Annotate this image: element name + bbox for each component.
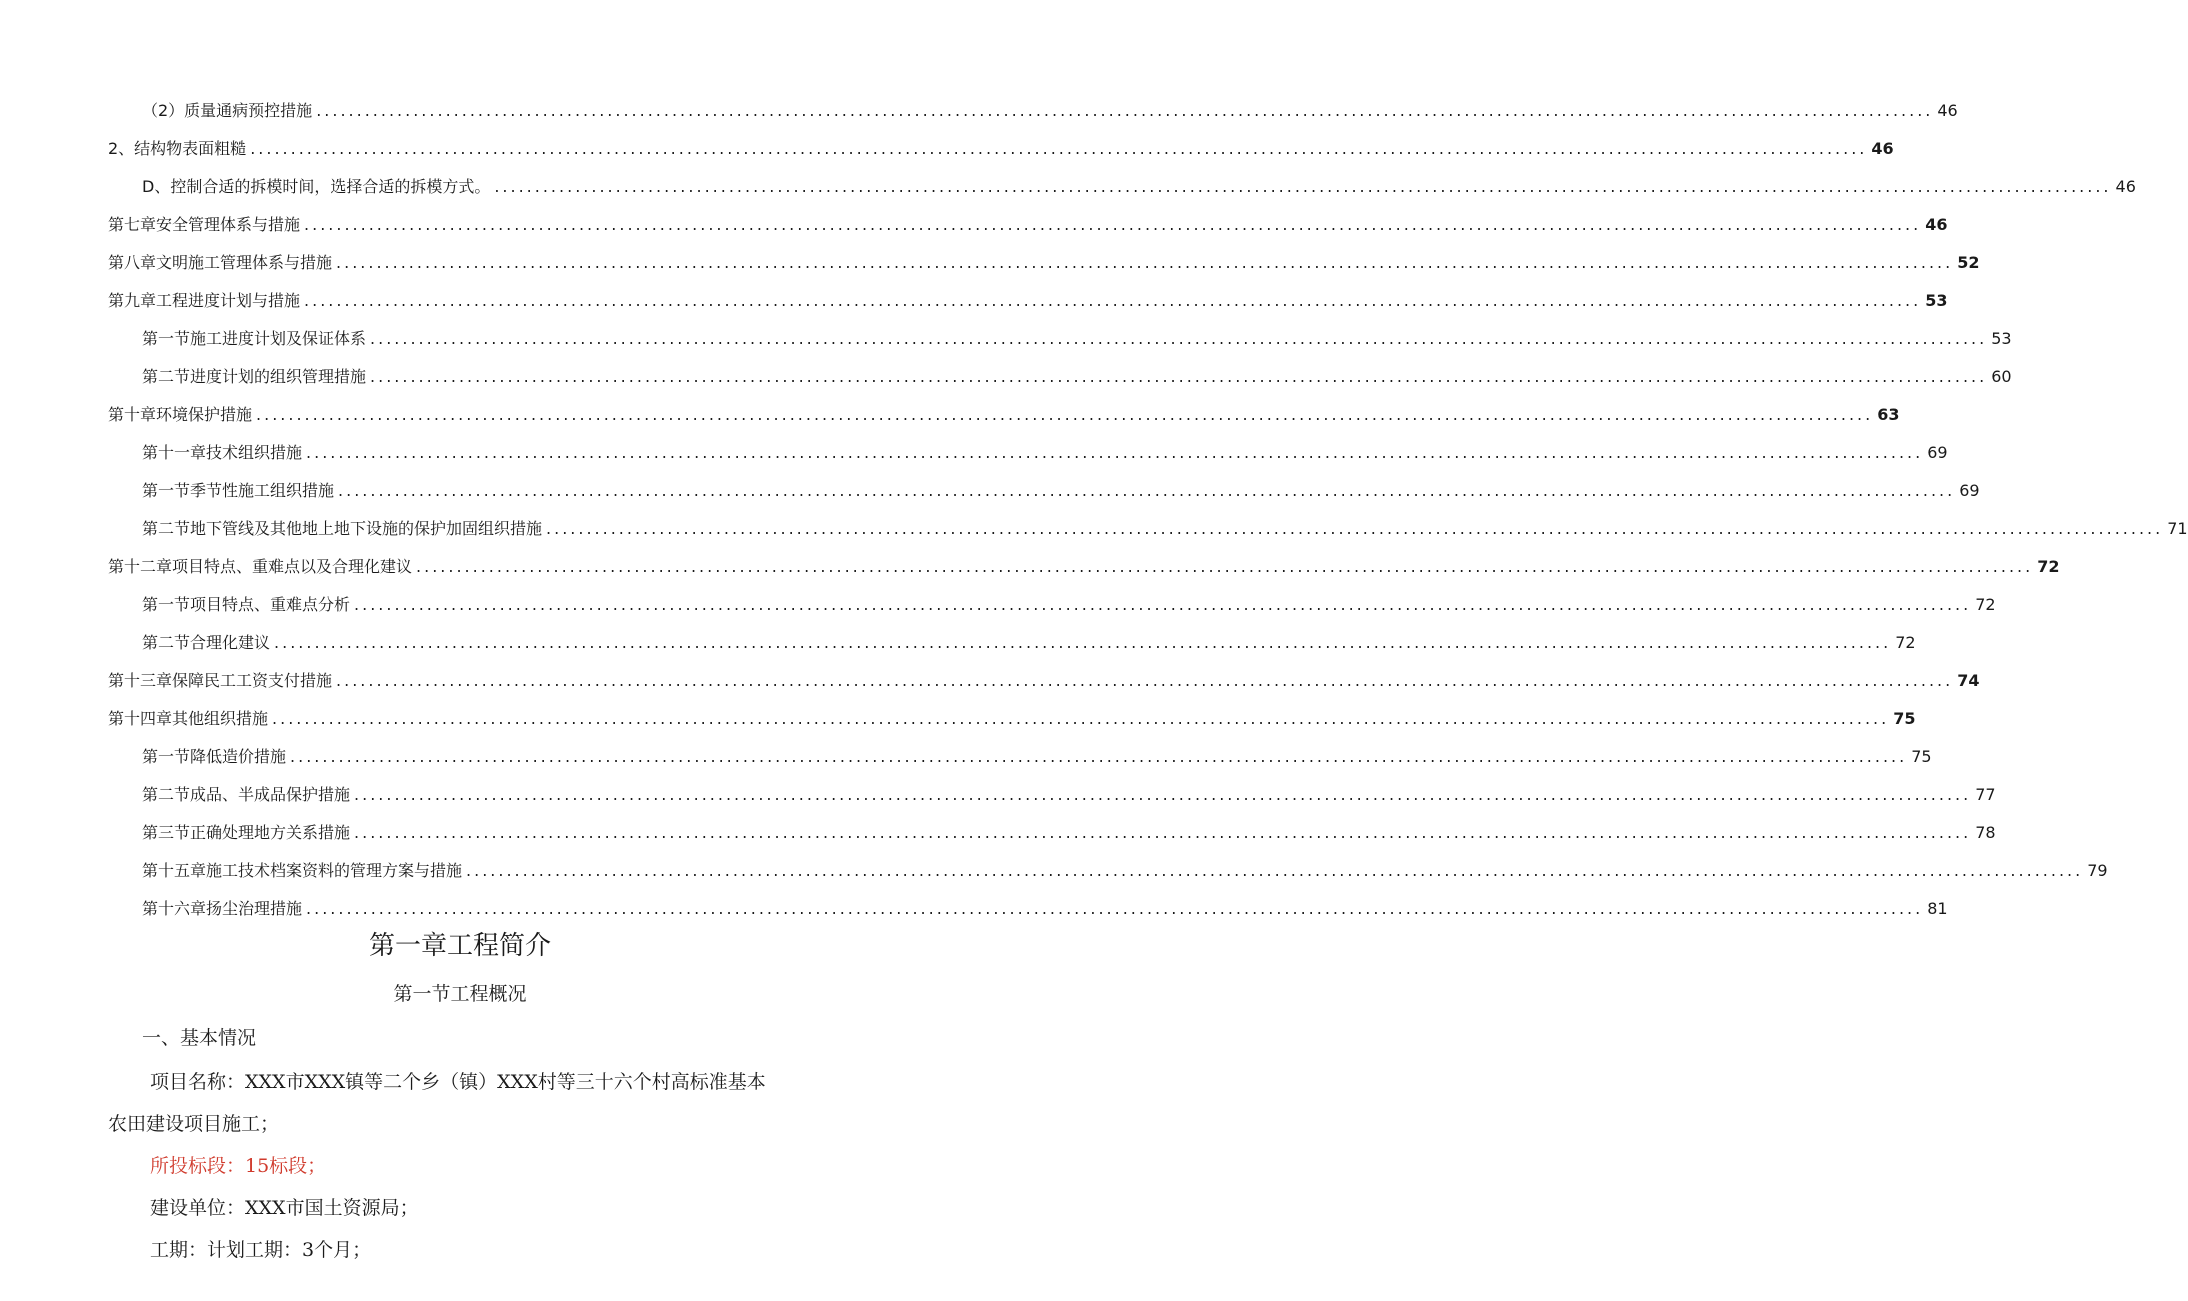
toc-entry[interactable] bbox=[0, 776, 1996, 806]
toc-entry-line bbox=[142, 852, 2108, 882]
toc-dot-leader: ........................................................................................................................................................................................................ bbox=[416, 557, 2034, 576]
toc-entry-title: 第十四章其他组织措施 bbox=[108, 709, 269, 728]
toc-entry-line bbox=[108, 206, 1948, 236]
toc-entry-title: 第九章工程进度计划与措施 bbox=[108, 291, 301, 310]
toc-entry-title: （2）质量通病预控措施 bbox=[142, 101, 313, 120]
toc-entry-title: D、控制合适的拆模时间，选择合适的拆模方式。 bbox=[142, 177, 491, 196]
toc-entry[interactable] bbox=[0, 814, 1996, 844]
toc-entry-title: 第一节施工进度计划及保证体系 bbox=[142, 329, 367, 348]
toc-entry[interactable] bbox=[0, 890, 1948, 920]
toc-entry-title: 第七章安全管理体系与措施 bbox=[108, 215, 301, 234]
toc-entry-line bbox=[108, 548, 2060, 578]
toc-entry[interactable] bbox=[0, 244, 1980, 274]
toc-entry[interactable] bbox=[0, 586, 1996, 616]
toc-entry-page-number: 72 bbox=[1895, 633, 1916, 652]
construction-unit: 建设单位：XXX市国土资源局； bbox=[150, 1197, 419, 1219]
toc-entry-title: 第二节成品、半成品保护措施 bbox=[142, 785, 351, 804]
toc-entry-title: 第二节地下管线及其他地上地下设施的保护加固组织措施 bbox=[142, 519, 543, 538]
toc-entry-title: 第一节季节性施工组织措施 bbox=[142, 481, 335, 500]
toc-entry-line bbox=[108, 130, 1894, 160]
toc-entry-line bbox=[142, 510, 2188, 540]
toc-entry-line bbox=[108, 244, 1980, 274]
toc-entry-page-number: 46 bbox=[1925, 215, 1948, 234]
toc-entry-line bbox=[142, 738, 1932, 768]
toc-dot-leader: ........................................................................................................................................................................................................ bbox=[370, 329, 1988, 348]
toc-entry[interactable] bbox=[0, 510, 2188, 540]
toc-entry-page-number: 52 bbox=[1957, 253, 1980, 272]
toc-dot-leader: ........................................................................................................................................................................................................ bbox=[306, 443, 1924, 462]
toc-entry-title: 2、结构物表面粗糙 bbox=[108, 139, 247, 158]
toc-dot-leader: ........................................................................................................................................................................................................ bbox=[304, 215, 1922, 234]
toc-entry[interactable] bbox=[0, 662, 1980, 692]
toc-entry[interactable] bbox=[0, 92, 1958, 122]
toc-entry-title: 第一节降低造价措施 bbox=[142, 747, 287, 766]
toc-entry-title: 第一节项目特点、重难点分析 bbox=[142, 595, 351, 614]
toc-entry-page-number: 75 bbox=[1893, 709, 1916, 728]
basic-info-heading: 一、基本情况 bbox=[142, 1027, 257, 1049]
toc-entry[interactable] bbox=[0, 282, 1948, 312]
section-title: 第一节工程概况 bbox=[393, 983, 527, 1005]
toc-entry-page-number: 77 bbox=[1975, 785, 1996, 804]
toc-dot-leader: ........................................................................................................................................................................................................ bbox=[304, 291, 1922, 310]
toc-entry-line bbox=[108, 700, 1916, 730]
toc-dot-leader: ........................................................................................................................................................................................................ bbox=[354, 785, 1972, 804]
toc-entry[interactable] bbox=[0, 738, 1932, 768]
toc-dot-leader: ........................................................................................................................................................................................................ bbox=[354, 595, 1972, 614]
toc-dot-leader: ........................................................................................................................................................................................................ bbox=[272, 709, 1890, 728]
toc-entry[interactable] bbox=[0, 130, 1894, 160]
bid-section: 所投标段：15标段； bbox=[150, 1155, 327, 1177]
project-name-line-2: 农田建设项目施工； bbox=[108, 1113, 280, 1135]
toc-entry[interactable] bbox=[0, 852, 2108, 882]
chapter-title: 第一章工程简介 bbox=[368, 931, 551, 961]
toc-entry-title: 第二节合理化建议 bbox=[142, 633, 271, 652]
toc-dot-leader: ........................................................................................................................................................................................................ bbox=[274, 633, 1892, 652]
toc-entry[interactable] bbox=[0, 206, 1948, 236]
toc-entry-line bbox=[108, 662, 1980, 692]
toc-dot-leader: ........................................................................................................................................................................................................ bbox=[336, 671, 1954, 690]
toc-entry-title: 第十五章施工技术档案资料的管理方案与措施 bbox=[142, 861, 463, 880]
toc-entry[interactable] bbox=[0, 700, 1916, 730]
toc-entry-page-number: 53 bbox=[1991, 329, 2012, 348]
toc-entry-page-number: 60 bbox=[1991, 367, 2012, 386]
toc-dot-leader: ........................................................................................................................................................................................................ bbox=[250, 139, 1868, 158]
toc-entry-page-number: 79 bbox=[2087, 861, 2108, 880]
toc-dot-leader: ........................................................................................................................................................................................................ bbox=[336, 253, 1954, 272]
toc-entry-line bbox=[142, 320, 2012, 350]
toc-entry-page-number: 72 bbox=[2037, 557, 2060, 576]
toc-entry-line bbox=[142, 586, 1996, 616]
toc-entry-title: 第十一章技术组织措施 bbox=[142, 443, 303, 462]
toc-entry-page-number: 71 bbox=[2167, 519, 2188, 538]
toc-entry[interactable] bbox=[0, 396, 1900, 426]
toc-entry[interactable] bbox=[0, 472, 1980, 502]
toc-entry-page-number: 63 bbox=[1877, 405, 1900, 424]
project-name-line-1: 项目名称：XXX市XXX镇等二个乡（镇）XXX村等三十六个村高标准基本 bbox=[150, 1071, 766, 1093]
toc-entry-page-number: 69 bbox=[1927, 443, 1948, 462]
toc-entry-page-number: 46 bbox=[1937, 101, 1958, 120]
toc-entry[interactable] bbox=[0, 624, 1916, 654]
toc-entry-line bbox=[142, 168, 2136, 198]
toc-entry-line bbox=[142, 92, 1958, 122]
toc-dot-leader: ........................................................................................................................................................................................................ bbox=[256, 405, 1874, 424]
toc-entry-title: 第十章环境保护措施 bbox=[108, 405, 253, 424]
toc-entry-page-number: 81 bbox=[1927, 899, 1948, 918]
toc-entry-page-number: 72 bbox=[1975, 595, 1996, 614]
toc-entry-title: 第十二章项目特点、重难点以及合理化建议 bbox=[108, 557, 413, 576]
toc-entry-line bbox=[108, 396, 1900, 426]
toc-entry-line bbox=[142, 358, 2012, 388]
toc-entry[interactable] bbox=[0, 168, 2136, 198]
toc-entry[interactable] bbox=[0, 320, 2012, 350]
toc-entry-line bbox=[142, 624, 1916, 654]
toc-dot-leader: ........................................................................................................................................................................................................ bbox=[290, 747, 1908, 766]
toc-entry-page-number: 74 bbox=[1957, 671, 1980, 690]
toc-entry-page-number: 46 bbox=[2115, 177, 2136, 196]
toc-entry-line bbox=[142, 776, 1996, 806]
toc-entry-page-number: 75 bbox=[1911, 747, 1932, 766]
toc-entry-line bbox=[142, 890, 1948, 920]
toc-dot-leader: ........................................................................................................................................................................................................ bbox=[354, 823, 1972, 842]
toc-entry-line bbox=[142, 472, 1980, 502]
toc-entry-title: 第三节正确处理地方关系措施 bbox=[142, 823, 351, 842]
toc-dot-leader: ........................................................................................................................................................................................................ bbox=[316, 101, 1934, 120]
toc-entry[interactable] bbox=[0, 358, 2012, 388]
toc-dot-leader: ........................................................................................................................................................................................................ bbox=[306, 899, 1924, 918]
toc-entry[interactable] bbox=[0, 548, 2060, 578]
toc-entry[interactable] bbox=[0, 434, 1948, 464]
toc-dot-leader: ........................................................................................................................................................................................................ bbox=[546, 519, 2164, 538]
toc-dot-leader: ........................................................................................................................................................................................................ bbox=[494, 177, 2112, 196]
toc-dot-leader: ........................................................................................................................................................................................................ bbox=[370, 367, 1988, 386]
toc-entry-page-number: 69 bbox=[1959, 481, 1980, 500]
toc-entry-line bbox=[142, 434, 1948, 464]
toc-dot-leader: ........................................................................................................................................................................................................ bbox=[466, 861, 2084, 880]
toc-dot-leader: ........................................................................................................................................................................................................ bbox=[338, 481, 1956, 500]
toc-entry-line bbox=[142, 814, 1996, 844]
toc-entry-title: 第十六章扬尘治理措施 bbox=[142, 899, 303, 918]
toc-entry-page-number: 53 bbox=[1925, 291, 1948, 310]
construction-duration: 工期：计划工期：3个月； bbox=[150, 1239, 372, 1261]
toc-entry-page-number: 46 bbox=[1871, 139, 1894, 158]
toc-entry-title: 第八章文明施工管理体系与措施 bbox=[108, 253, 333, 272]
toc-entry-line bbox=[108, 282, 1948, 312]
toc-entry-title: 第十三章保障民工工资支付措施 bbox=[108, 671, 333, 690]
toc-entry-title: 第二节进度计划的组织管理措施 bbox=[142, 367, 367, 386]
toc-entry-page-number: 78 bbox=[1975, 823, 1996, 842]
